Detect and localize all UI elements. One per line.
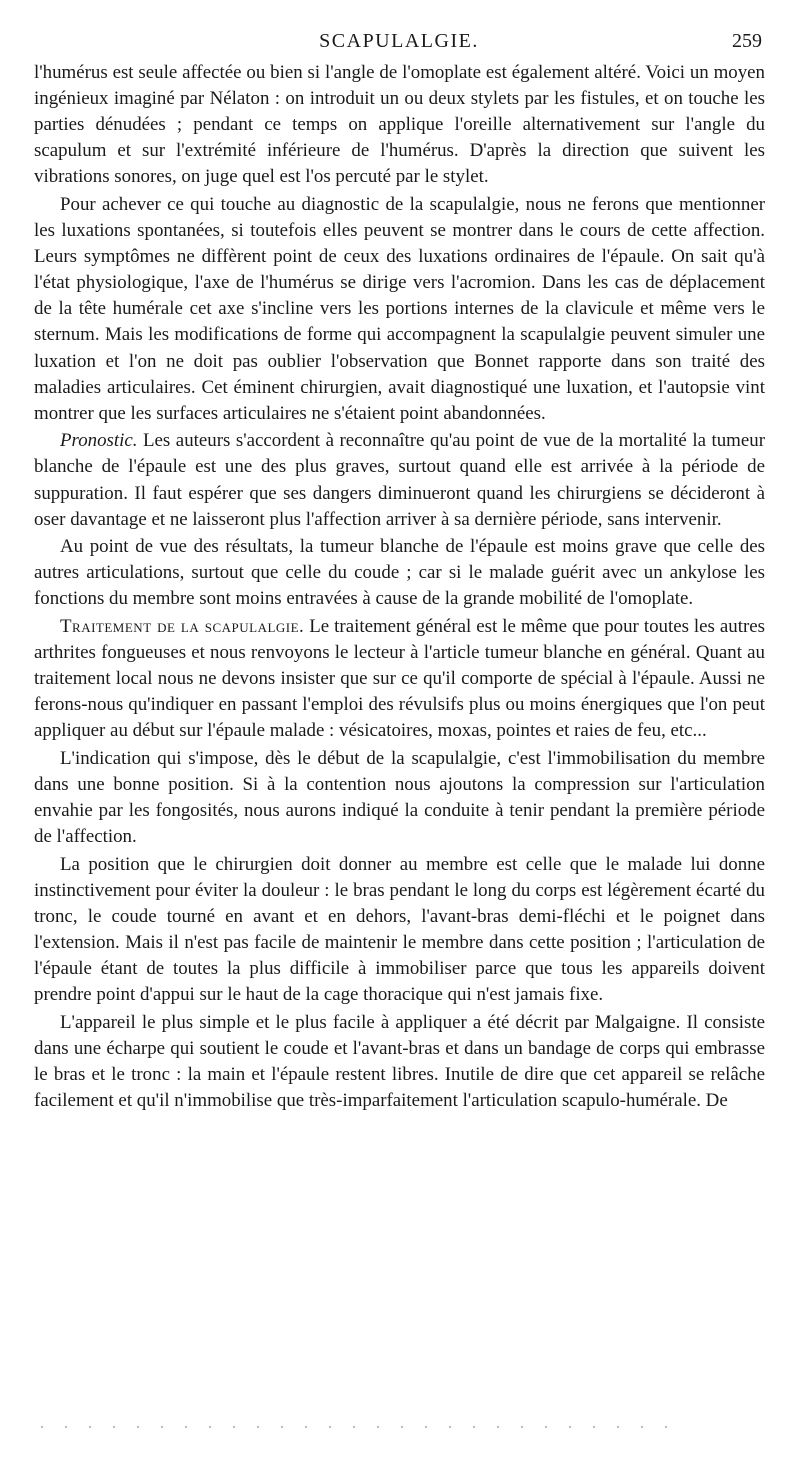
paragraph [34, 534, 765, 612]
paragraph-text: Pour achever ce qui touche au diagnostic de la scapulalgie, nous ne ferons que mentionner les luxations spontanées, si toutefois elles peuvent se montrer dans le cours de cette affection. Leurs symptômes ne diffèrent point de ceux des luxations ordinaires de l'épaule. On sait qu'à l'état physiologique, l'axe de l'humérus se dirige vers l'acromion. Dans les cas de déplacement de la tête humérale cet axe s'incline vers les portions internes de la clavicule et même vers le sternum. Mais les modifications de forme qui accompagnent la scapulalgie peuvent simuler une luxation et l'on ne doit pas oublier l'observation que Bonnet rapporte dans son traité des maladies articulaires. Cet éminent chirurgien, avait diagnostiqué une luxation, et l'autopsie vint montrer que les surfaces articulaires ne s'étaient point abandonnées. [34, 193, 765, 424]
paragraph-text: Au point de vue des résultats, la tumeur blanche de l'épaule est moins grave que celle des autres articulations, surtout que celle du coude ; car si le malade guérit avec un ankylose les fonctions du membre sont moins entravées à cause de la grande mobilité de l'omoplate. [34, 536, 765, 610]
section-heading-pronostic: Pronostic. [60, 430, 138, 452]
paragraph [34, 428, 765, 532]
body-text [34, 60, 765, 1114]
paragraph [34, 60, 765, 190]
paragraph [34, 852, 765, 1009]
section-heading-traitement: Traitement de la scapulalgie. [60, 615, 305, 637]
paragraph [34, 746, 765, 850]
bleed-through-dots [30, 1424, 680, 1430]
paragraph [34, 614, 765, 744]
paragraph-text: L'indication qui s'impose, dès le début de la scapulalgie, c'est l'immobilisation du membre dans une bonne position. Si à la contention nous ajoutons la compression sur l'articulation envahie par les fongosités, nous aurons indiqué la conduite à tenir pendant la première période de l'affection. [34, 747, 765, 848]
running-title: SCAPULALGIE. [319, 30, 479, 52]
running-header [36, 30, 762, 56]
paragraph-text: La position que le chirurgien doit donner au membre est celle que le malade lui donne instinctivement pour éviter la douleur : le bras pendant le long du corps est légèrement écarté du tronc, le coude tourné en avant et en dehors, l'avant-bras demi-fléchi et le poignet dans l'extension. Mais il n'est pas facile de maintenir le membre dans cette position ; l'articulation de l'épaule étant de toutes la plus difficile à immobiliser parce que tous les appareils doivent prendre point d'appui sur le haut de la cage thoracique qui n'est jamais fixe. [34, 853, 765, 1006]
paragraph [34, 1010, 765, 1114]
paragraph-text: Le traitement général est le même que pour toutes les autres arthrites fongueuses et nous renvoyons le lecteur à l'article tumeur blanche en général. Quant au traitement local nous ne devons insister que sur ce qu'il comporte de spécial à l'épaule. Aussi ne ferons-nous qu'indiquer en passant l'emploi des révulsifs plus ou moins énergiques que l'on peut appliquer au début sur l'épaule malade : vésicatoires, moxas, pointes et raies de feu, etc... [34, 615, 765, 742]
paragraph-text: l'humérus est seule affectée ou bien si l'angle de l'omoplate est également altéré. Voici un moyen ingénieux imaginé par Nélaton : on introduit un ou deux stylets par les fistules, et on touche les parties dénudées ; pendant ce temps on applique l'oreille alternativement sur l'angle du scapulum et sur l'extrémité inférieure de l'humérus. D'après la direction que suivent les vibrations sonores, on juge quel est l'os percuté par le stylet. [34, 62, 765, 188]
paragraph [34, 192, 765, 427]
page-number: 259 [732, 30, 762, 52]
paragraph-text: Les auteurs s'accordent à reconnaître qu'au point de vue de la mortalité la tumeur blanche de l'épaule est une des plus graves, surtout quand elle est arrivée à la période de suppuration. Il faut espérer que ses dangers diminueront quand les chirurgiens se décideront à oser davantage et ne laisseront plus l'affection arriver à sa dernière période, sans intervenir. [34, 430, 765, 530]
paragraph-text: L'appareil le plus simple et le plus facile à appliquer a été décrit par Malgaigne. Il consiste dans une écharpe qui soutient le coude et l'avant-bras et dans un bandage de corps qui embrasse le bras et le tronc : la main et l'épaule restent libres. Inutile de dire que cet appareil se relâche facilement et qu'il n'immobilise que très-imparfaitement l'articulation scapulo-humérale. De [34, 1011, 765, 1112]
